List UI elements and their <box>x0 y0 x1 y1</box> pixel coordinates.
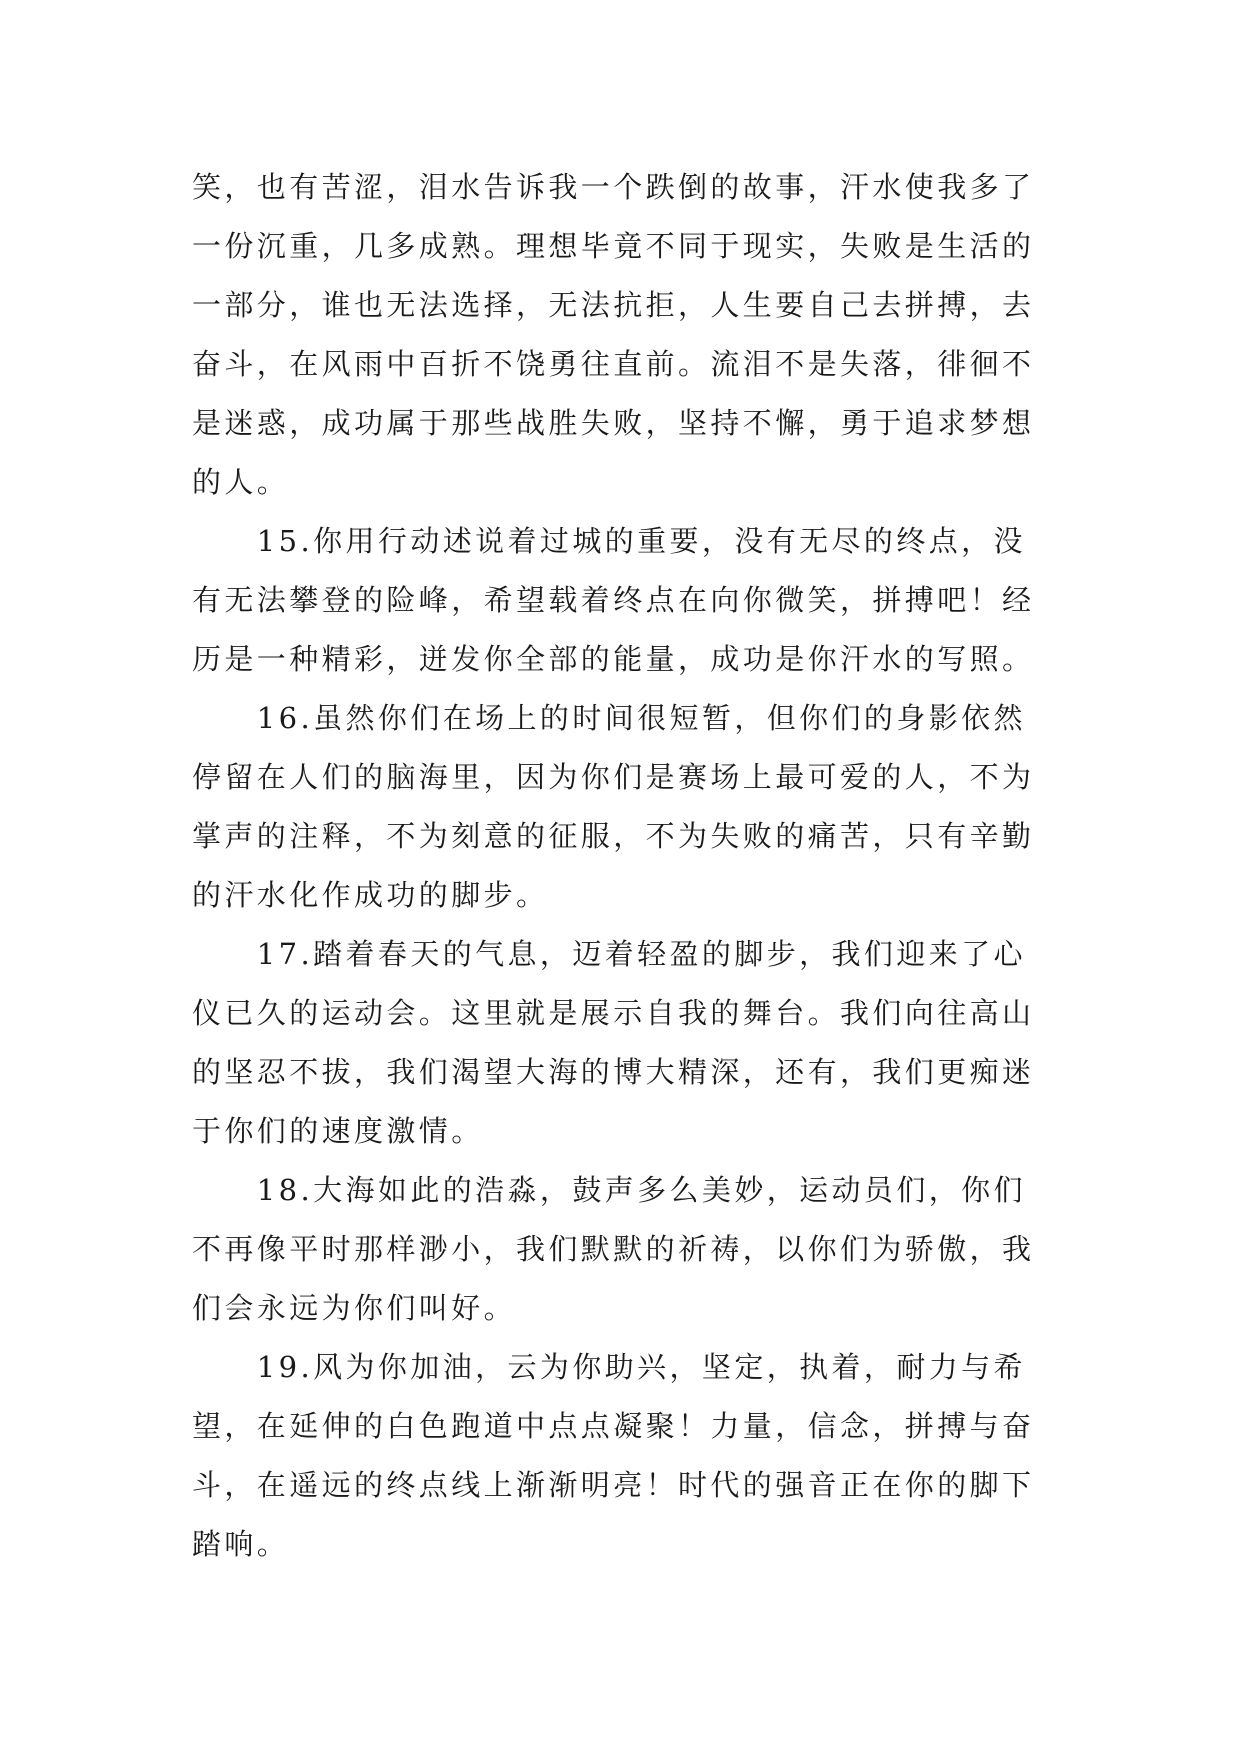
text-line: 一份沉重，几多成熟。理想毕竟不同于现实，失败是生活的 <box>192 229 1035 263</box>
text-line: 望，在延伸的白色跑道中点点凝聚！力量，信念，拼搏与奋 <box>192 1409 1035 1443</box>
text-line: 笑，也有苦涩，泪水告诉我一个跌倒的故事，汗水使我多了 <box>192 170 1035 204</box>
paragraph-15-line: 15.你用行动述说着过城的重要，没有无尽的终点，没 <box>192 524 1026 558</box>
text-line: 有无法攀登的险峰，希望载着终点在向你微笑，拼搏吧！经 <box>192 583 1035 617</box>
text-line: 不再像平时那样渺小，我们默默的祈祷，以你们为骄傲，我 <box>192 1232 1035 1266</box>
text-line: 们会永远为你们叫好。 <box>192 1291 517 1325</box>
text-line: 是迷惑，成功属于那些战胜失败，坚持不懈，勇于追求梦想 <box>192 406 1035 440</box>
text-line: 踏响。 <box>192 1527 290 1561</box>
text-line: 仪已久的运动会。这里就是展示自我的舞台。我们向往高山 <box>192 996 1035 1030</box>
text-line: 斗，在遥远的终点线上渐渐明亮！时代的强音正在你的脚下 <box>192 1468 1035 1502</box>
document-body <box>192 158 1072 1574</box>
paragraph-18-line: 18.大海如此的浩淼，鼓声多么美妙，运动员们，你们 <box>192 1173 1026 1207</box>
text-line: 的人。 <box>192 465 290 499</box>
text-line: 历是一种精彩，迸发你全部的能量，成功是你汗水的写照。 <box>192 642 1035 676</box>
text-line: 的汗水化作成功的脚步。 <box>192 878 549 912</box>
paragraph-19-line: 19.风为你加油，云为你助兴，坚定，执着，耐力与希 <box>192 1350 1026 1384</box>
text-line: 于你们的速度激情。 <box>192 1114 484 1148</box>
text-line: 停留在人们的脑海里，因为你们是赛场上最可爱的人，不为 <box>192 760 1035 794</box>
text-line: 的坚忍不拔，我们渴望大海的博大精深，还有，我们更痴迷 <box>192 1055 1035 1089</box>
text-line: 奋斗，在风雨中百折不饶勇往直前。流泪不是失落，徘徊不 <box>192 347 1035 381</box>
text-line: 掌声的注释，不为刻意的征服，不为失败的痛苦，只有辛勤 <box>192 819 1035 853</box>
text-line: 一部分，谁也无法选择，无法抗拒，人生要自己去拼搏，去 <box>192 288 1035 322</box>
paragraph-16-line: 16.虽然你们在场上的时间很短暂，但你们的身影依然 <box>192 701 1026 735</box>
paragraph-17-line: 17.踏着春天的气息，迈着轻盈的脚步，我们迎来了心 <box>192 937 1026 971</box>
